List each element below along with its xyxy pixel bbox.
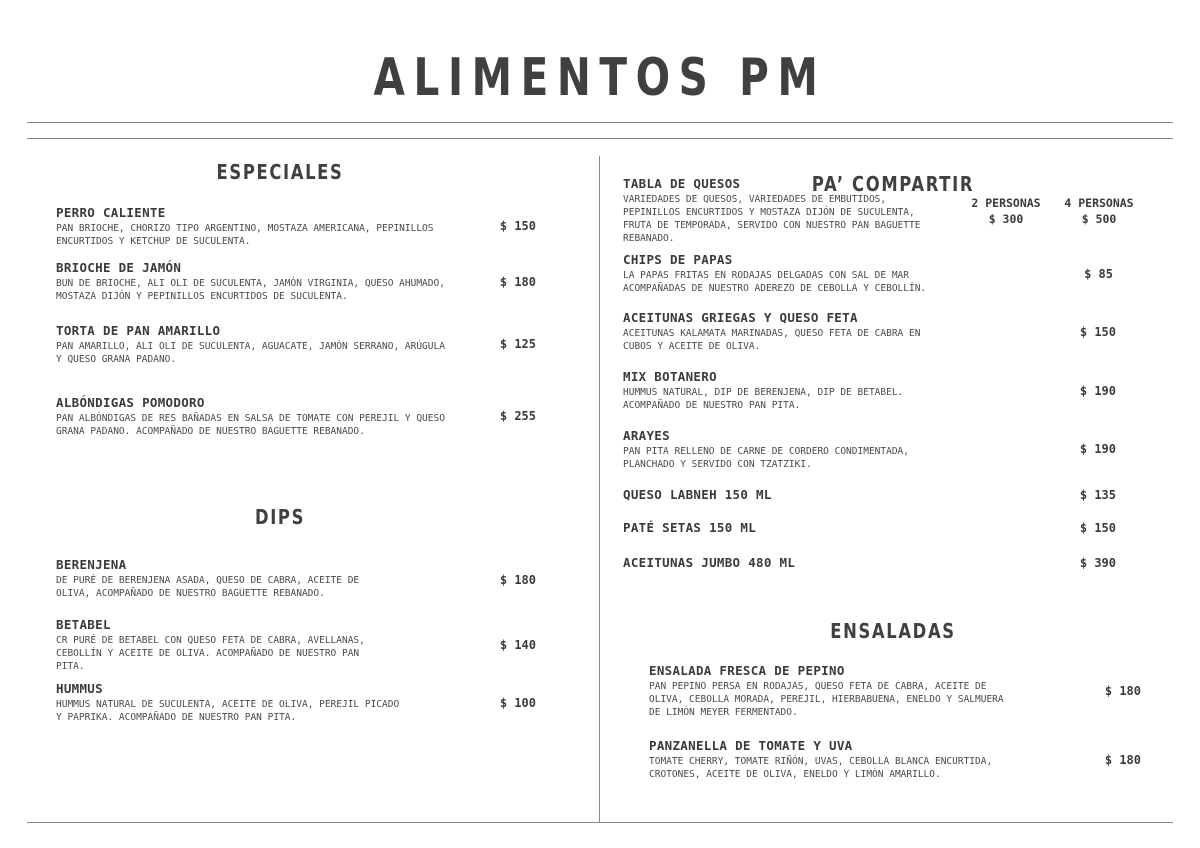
especiales-item xyxy=(56,324,456,366)
item-description: CR PURÉ DE BETABEL CON QUESO FETA DE CABRA, AVELLANAS, CEBOLLÍN Y ACEITE DE OLIVA. ACOMPAÑADO DE NUESTRO PAN PITA. xyxy=(56,635,365,672)
col-2-label: 2 PERSONAS xyxy=(971,196,1041,210)
tabla-price-4: $ 500 xyxy=(1081,212,1117,226)
item-price: $ 180 xyxy=(499,573,536,587)
item-name: TORTA DE PAN AMARILLO xyxy=(56,323,221,338)
item-name: QUESO LABNEH 150 ML xyxy=(623,487,772,502)
ensaladas-item xyxy=(649,739,1019,781)
especiales-item xyxy=(56,396,456,438)
col-4-label: 4 PERSONAS xyxy=(1064,196,1134,210)
item-description: TOMATE CHERRY, TOMATE RIÑÓN, UVAS, CEBOLLA BLANCA ENCURTIDA, CROTONES, ACEITE DE OLIVA, ENELDO Y LIMÓN AMARILLO. xyxy=(649,756,993,780)
tabla-price-2: $ 300 xyxy=(988,212,1024,226)
compartir-item xyxy=(623,521,953,535)
item-price: $ 135 xyxy=(1079,488,1116,502)
column-divider xyxy=(599,156,600,823)
item-price: $ 390 xyxy=(1079,556,1116,570)
item-description: BUN DE BRIOCHE, ALI OLI DE SUCULENTA, JAMÓN VIRGINIA, QUESO AHUMADO, MOSTAZA DIJÓN Y PEPINILLOS ENCURTIDOS DE SUCULENTA. xyxy=(56,278,445,302)
item-description: PAN BRIOCHE, CHORIZO TIPO ARGENTINO, MOSTAZA AMERICANA, PEPINILLOS ENCURTIDOS Y KETCHUP DE SUCULENTA. xyxy=(56,223,434,247)
compartir-item xyxy=(623,311,953,353)
item-name: MIX BOTANERO xyxy=(623,369,717,384)
dips-item xyxy=(56,682,406,724)
item-name: BRIOCHE DE JAMÓN xyxy=(56,260,182,275)
item-name: PATÉ SETAS 150 ML xyxy=(623,520,757,535)
item-description: PAN AMARILLO, ALI OLI DE SUCULENTA, AGUACATE, JAMÓN SERRANO, ARÚGULA Y QUESO GRANA PADANO. xyxy=(56,341,445,365)
item-description: DE PURÉ DE BERENJENA ASADA, QUESO DE CABRA, ACEITE DE OLIVA, ACOMPAÑADO DE NUESTRO BAGUETTE REBANADO. xyxy=(56,575,360,599)
item-price: $ 150 xyxy=(1079,521,1116,535)
top-divider xyxy=(27,122,1173,123)
item-description: VARIEDADES DE QUESOS, VARIEDADES DE EMBUTIDOS, PEPINILLOS ENCURTIDOS Y MOSTAZA DIJÓN DE SUCULENTA, FRUTA DE TEMPORADA, SERVIDO CON NUESTRO PAN BAGUETTE REBANADO. xyxy=(623,194,921,244)
item-description: PAN PEPINO PERSA EN RODAJAS, QUESO FETA DE CABRA, ACEITE DE OLIVA, CEBOLLA MORADA, PEREJIL, HIERBABUENA, ENELDO Y SALMUERA DE LIMÓN MEYER FERMENTADO. xyxy=(649,681,1004,718)
ensaladas-item xyxy=(649,664,1019,719)
item-price: $ 85 xyxy=(1084,267,1113,281)
item-price: $ 255 xyxy=(499,409,536,423)
especiales-item xyxy=(56,261,456,303)
compartir-heading: PA’ COMPARTIR xyxy=(811,172,975,196)
item-name: ENSALADA FRESCA DE PEPINO xyxy=(649,663,845,678)
ensaladas-heading: ENSALADAS xyxy=(830,619,956,643)
item-description: LA PAPAS FRITAS EN RODAJAS DELGADAS CON SAL DE MAR ACOMPAÑADAS DE NUESTRO ADEREZO DE CEBOLLA Y CEBOLLÍN. xyxy=(623,270,927,294)
compartir-item xyxy=(623,177,943,245)
item-name: PERRO CALIENTE xyxy=(56,205,166,220)
item-description: HUMMUS NATURAL, DIP DE BERENJENA, DIP DE BETABEL. ACOMPAÑADO DE NUESTRO PAN PITA. xyxy=(623,387,904,411)
compartir-item xyxy=(623,370,953,412)
column-header-2-personas xyxy=(960,195,1052,227)
dips-item xyxy=(56,618,386,673)
item-price: $ 150 xyxy=(1079,325,1116,339)
item-name: CHIPS DE PAPAS xyxy=(623,252,733,267)
item-price: $ 100 xyxy=(499,696,536,710)
item-name: BERENJENA xyxy=(56,557,127,572)
column-header-4-personas xyxy=(1053,195,1145,227)
item-price: $ 125 xyxy=(499,337,536,351)
compartir-item xyxy=(623,429,953,471)
item-price: $ 190 xyxy=(1079,384,1116,398)
compartir-item xyxy=(623,488,953,502)
item-name: ACEITUNAS JUMBO 480 ML xyxy=(623,555,796,570)
dips-heading: DIPS xyxy=(254,505,306,529)
item-name: ACEITUNAS GRIEGAS Y QUESO FETA xyxy=(623,310,858,325)
item-price: $ 180 xyxy=(1104,753,1141,767)
item-description: PAN PITA RELLENO DE CARNE DE CORDERO CONDIMENTADA, PLANCHADO Y SERVIDO CON TZATZIKI. xyxy=(623,446,909,470)
item-price: $ 180 xyxy=(499,275,536,289)
item-price: $ 150 xyxy=(499,219,536,233)
item-price: $ 180 xyxy=(1104,684,1141,698)
dips-item xyxy=(56,558,386,600)
menu-title: ALIMENTOS PM xyxy=(373,48,827,108)
item-description: ACEITUNAS KALAMATA MARINADAS, QUESO FETA DE CABRA EN CUBOS Y ACEITE DE OLIVA. xyxy=(623,328,921,352)
item-name: HUMMUS xyxy=(56,681,103,696)
compartir-item xyxy=(623,556,953,570)
item-description: PAN ALBÓNDIGAS DE RES BAÑADAS EN SALSA DE TOMATE CON PEREJIL Y QUESO GRANA PADANO. ACOMPAÑADO DE NUESTRO BAGUETTE REBANADO. xyxy=(56,413,445,437)
compartir-item xyxy=(623,253,953,295)
item-name: ARAYES xyxy=(623,428,670,443)
top-divider-second xyxy=(27,138,1173,139)
especiales-heading: ESPECIALES xyxy=(216,160,344,184)
item-name: TABLA DE QUESOS xyxy=(623,176,741,191)
item-price: $ 140 xyxy=(499,638,536,652)
item-description: HUMMUS NATURAL DE SUCULENTA, ACEITE DE OLIVA, PEREJIL PICADO Y PAPRIKA. ACOMPAÑADO DE NUESTRO PAN PITA. xyxy=(56,699,400,723)
item-price: $ 190 xyxy=(1079,442,1116,456)
item-name: ALBÓNDIGAS POMODORO xyxy=(56,395,205,410)
bottom-divider xyxy=(27,822,1173,823)
especiales-item xyxy=(56,206,456,248)
item-name: BETABEL xyxy=(56,617,111,632)
item-name: PANZANELLA DE TOMATE Y UVA xyxy=(649,738,853,753)
